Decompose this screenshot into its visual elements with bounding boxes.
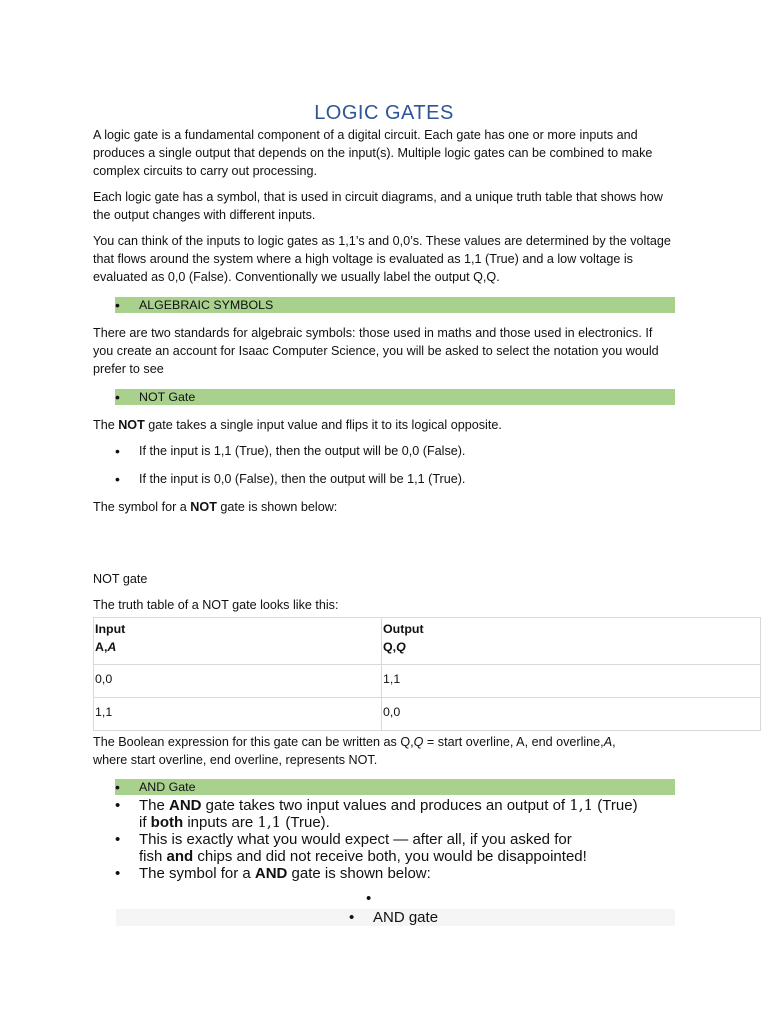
list-item: • The symbol for a AND gate is shown below: (93, 865, 675, 882)
not-truth-table (93, 617, 761, 731)
table-row (94, 698, 761, 731)
and-gate-bullets (93, 797, 675, 882)
bullet-marker: • (366, 890, 372, 907)
and-gate-caption: AND gate (373, 909, 439, 926)
section-heading-not-gate: • NOT Gate (115, 389, 675, 405)
list-item: • This is exactly what you would expect — after all, if you asked for fish and chips and did not receive both, you would be disappointed! (93, 831, 675, 865)
list-item: • The AND gate takes two input values and produces an output of 1,1 (True) if both inputs are 1,1 (True). (93, 797, 675, 831)
boolean-expression: The Boolean expression for this gate can be written as Q,Q = start overline, A, end overline,A, where start overline, end overline, represents NOT. (93, 735, 616, 767)
section-heading-and-gate: • AND Gate (115, 779, 675, 795)
algebraic-paragraph: There are two standards for algebraic symbols: those used in maths and those used in electronics. If you create an account for Isaac Computer Science, you will be asked to select the notation you would prefer to see (93, 326, 659, 376)
list-item: • If the input is 0,0 (False), then the output will be 1,1 (True). (93, 470, 675, 488)
truth-table-intro: The truth table of a NOT gate looks like this: (93, 598, 339, 612)
table-cell: 1,1 (94, 698, 382, 731)
not-gate-description: The NOT gate takes a single input value and flips it to its logical opposite. (93, 418, 502, 432)
not-gate-caption: NOT gate (93, 572, 148, 586)
table-header-input: Input A,A (94, 618, 382, 665)
table-cell: 0,0 (94, 665, 382, 698)
table-header-row (94, 618, 761, 665)
not-gate-bullets (93, 442, 675, 488)
table-row (94, 665, 761, 698)
and-gate-caption-item (349, 909, 438, 926)
table-header-output: Output Q,Q (382, 618, 761, 665)
table-cell: 1,1 (382, 665, 761, 698)
not-bold: NOT (118, 418, 145, 432)
document-body (93, 100, 675, 882)
table-cell: 0,0 (382, 698, 761, 731)
intro-paragraph-3: You can think of the inputs to logic gates as 1,1’s and 0,0’s. These values are determined by the voltage that flows around the system where a high voltage is evaluated as 1,1 (True) and a low voltage is evaluated as 0,0 (False). Conventionally we usually label the output Q,Q. (93, 234, 671, 284)
not-symbol-intro: The symbol for a NOT gate is shown below: (93, 500, 338, 514)
page-title: LOGIC GATES (314, 102, 454, 124)
intro-paragraph-1: A logic gate is a fundamental component of a digital circuit. Each gate has one or more inputs and produces a single output that depends on the input(s). Multiple logic gates can be combined to make complex circuits to carry out processing. (93, 128, 653, 178)
section-heading-algebraic: • ALGEBRAIC SYMBOLS (115, 297, 675, 313)
intro-paragraph-2: Each logic gate has a symbol, that is used in circuit diagrams, and a unique truth table that shows how the output changes with different inputs. (93, 190, 663, 222)
list-item: • If the input is 1,1 (True), then the output will be 0,0 (False). (93, 442, 675, 460)
bullet-marker: • (349, 909, 355, 926)
not-gate-symbol-placeholder (93, 524, 675, 570)
